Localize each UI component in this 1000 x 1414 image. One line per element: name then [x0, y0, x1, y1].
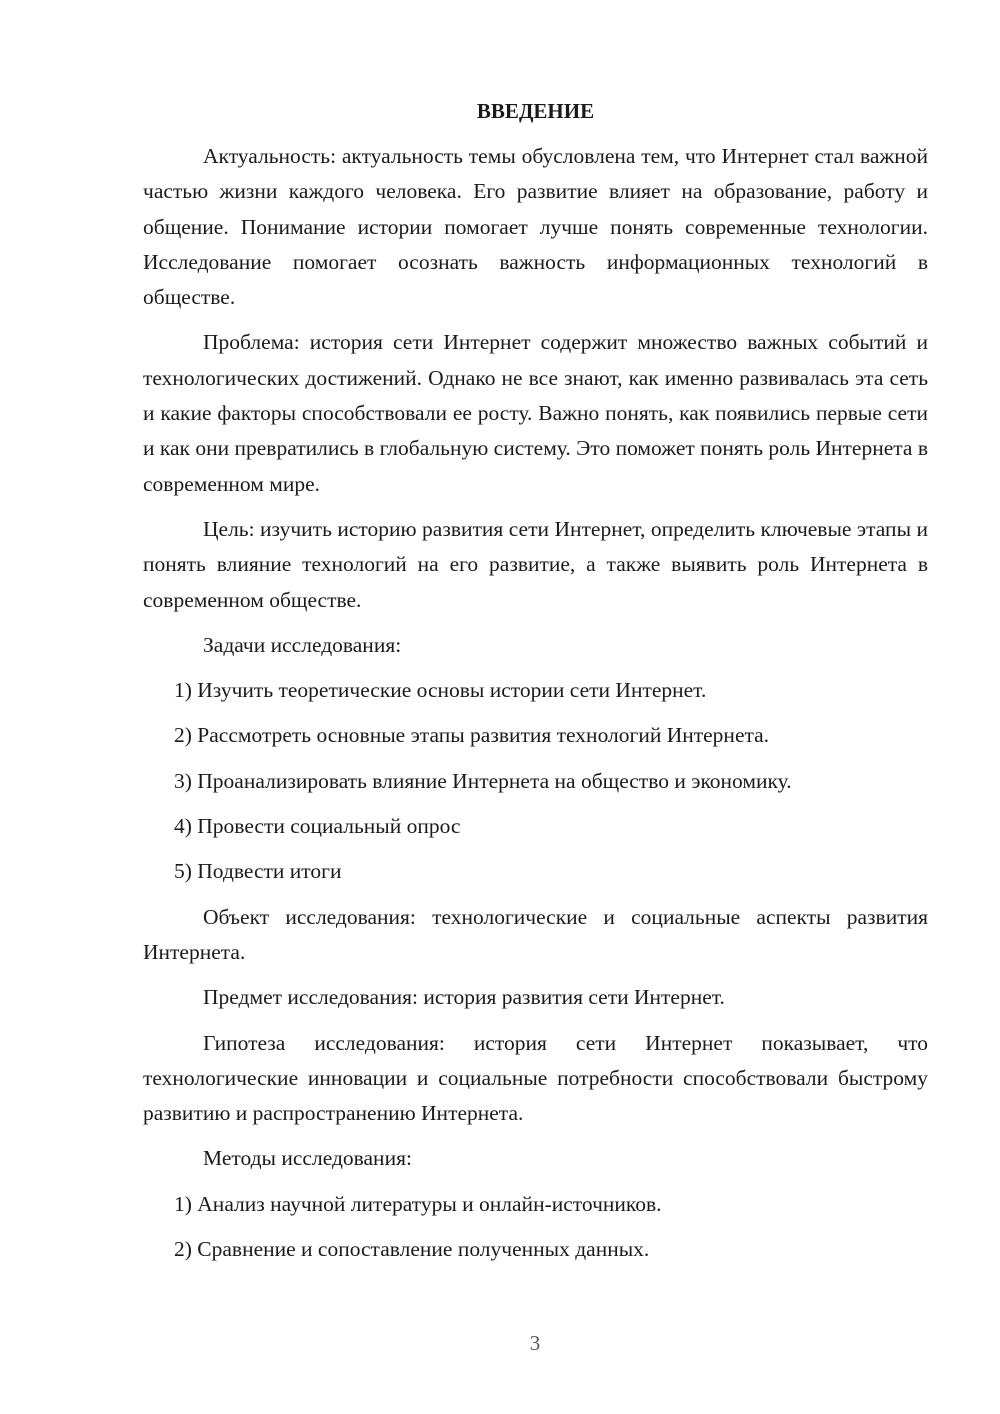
hypothesis-paragraph: Гипотеза исследования: история сети Интернет показывает, что технологические инновации и социальные потребности способствовали быстрому развитию и распространению Интернета.	[143, 1030, 928, 1126]
problem-paragraph: Проблема: история сети Интернет содержит множество важных событий и технологических достижений. Однако не все знают, как именно развивалась эта сеть и какие факторы способствовали ее росту. Важно понять, как появились первые сети и как они превратились в глобальную систему. Это поможет понять роль Интернета в современном мире.	[143, 330, 928, 496]
section-title: ВВЕДЕНИЕ	[476, 99, 595, 123]
task-item: 4) Провести социальный опрос	[174, 814, 461, 839]
method-item: 2) Сравнение и сопоставление полученных данных.	[174, 1237, 650, 1262]
relevance-paragraph: Актуальность: актуальность темы обусловлена тем, что Интернет стал важной частью жизни каждого человека. Его развитие влияет на образование, работу и общение. Понимание истории помогает лучше понять современные технологии. Исследование помогает осознать важность информационных технологий в обществе.	[143, 144, 928, 310]
object-paragraph: Объект исследования: технологические и социальные аспекты развития Интернета.	[143, 904, 928, 964]
page-number: 3	[529, 1331, 541, 1355]
methods-heading: Методы исследования:	[203, 1146, 412, 1171]
method-item: 1) Анализ научной литературы и онлайн-источников.	[174, 1191, 662, 1216]
task-item: 3) Проанализировать влияние Интернета на общество и экономику.	[174, 768, 792, 793]
task-item: 2) Рассмотреть основные этапы развития технологий Интернета.	[174, 723, 770, 748]
goal-paragraph: Цель: изучить историю развития сети Интернет, определить ключевые этапы и понять влияние технологий на его развитие, а также выявить роль Интернета в современном обществе.	[143, 516, 928, 612]
tasks-heading: Задачи исследования:	[203, 632, 402, 657]
subject-paragraph: Предмет исследования: история развития сети Интернет.	[203, 985, 725, 1010]
document-page	[143, 94, 928, 1277]
task-item: 1) Изучить теоретические основы истории сети Интернет.	[174, 678, 707, 703]
task-item: 5) Подвести итоги	[174, 859, 342, 884]
